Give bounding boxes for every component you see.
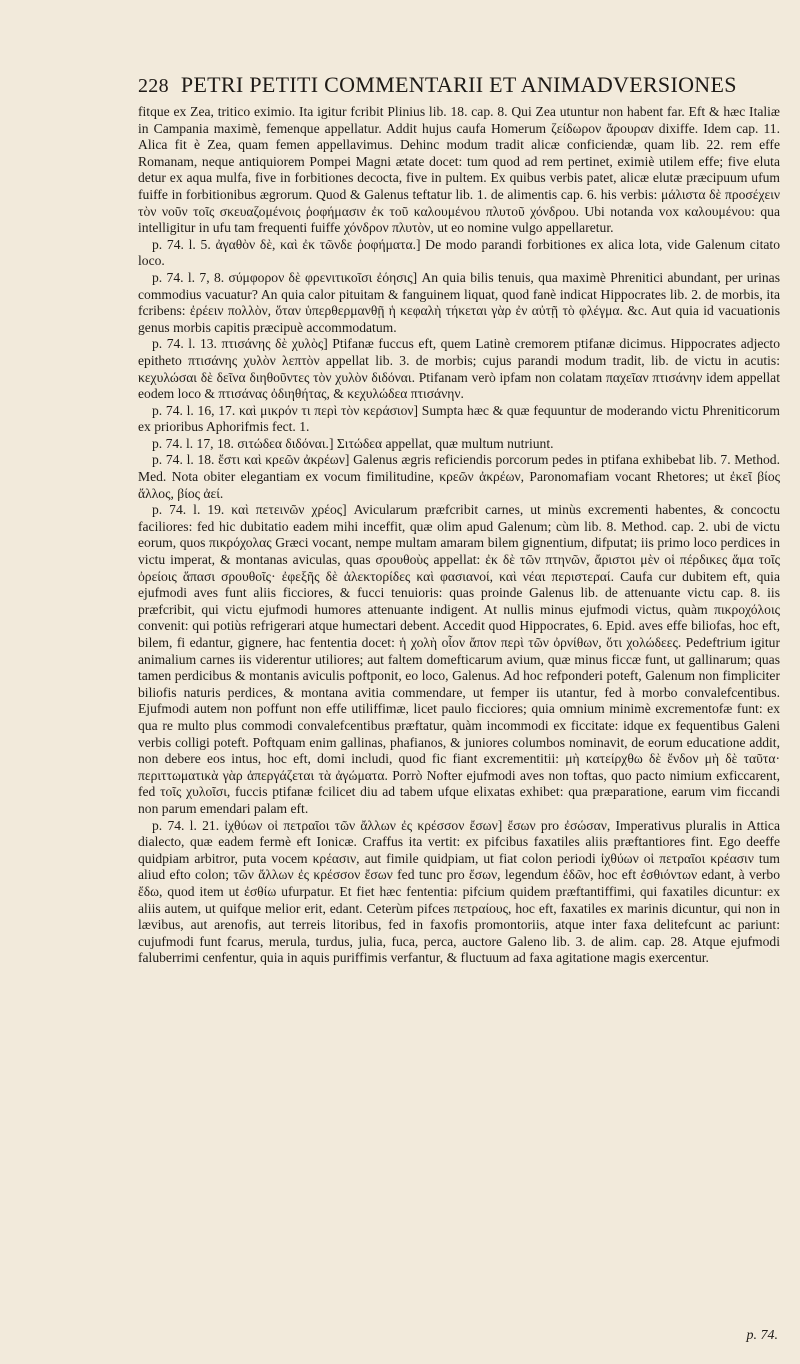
page-number: 228 [138,75,169,97]
running-title: PETRI PETITI COMMENTARII ET ANIMADVERSIONES [180,72,737,97]
paragraph: p. 74. l. 21. ἰχθύων οἱ πετραῖοι τῶν ἄλλων ἐς κρέσσον ἔσων] ἔσων pro ἐσώσαν, Imperativus pluralis in Attica dialecto, quæ eadem fermè eft Ionicæ. Craffus ita vertit: ex pifcibus faxatiles aliis præftantiores fint. Ego deeffe quidpiam arbitror, puta vocem κρέασιν, aut fimile quidpiam, ut fiat colon periodi ἰχθύων οἱ πετραῖοι κρέασιν tum aliud efto colon; τῶν ἄλλων ἐς κρέσσον ἔσων fed tunc pro ἔσων, legendum ἐδῶν, hoc eft ἐσθιόντων edant, à verbo ἔδω, quod item ut ἐσθίω ufurpatur. Et fiet hæc fententia: pifcium quidem præftantiffimi, qui faxatiles dicuntur: ex aliis autem, ut quifque melior erit, edant. Ceterùm pifces πετραίους, hoc eft, faxatiles ex marinis dicuntur, qui non in lævibus, aut arenofis, aut terreis litoribus, fed in faxofis promontoriis, atque inter faxa delitefcunt ac pariunt: cujufmodi funt fcarus, merula, turdus, julia, fuca, perca, auctore Galeno lib. 3. de alim. cap. 28. Atque ejufmodi faluberrimi cenfentur, quia in aquis puriffimis verfantur, & fluctuum ad faxa agitatione magis exercentur. [138,817,780,966]
paragraph: fitque ex Zea, tritico eximio. Ita igitur fcribit Plinius lib. 18. cap. 8. Qui Zea utuntur non habent far. Eft & hæc Italiæ in Campania maximè, femenque appellatur. Addit hujus caufa Homerum ζείδωρον ἄρουραν dixiffe. Idem cap. 11. Alica fit è Zea, quam femen appellavimus. Dehinc modum tradit alicæ conficiendæ, quam lib. 22. rem effe Romanam, neque antiquiorem Pompei Magni ætate docet: tum quod ad rem pertinet, eximiè utilem effe; five eluta detur ex aqua mulfa, five in forbitiones decocta, five in pultem. Ex quibus verbis patet, alicæ elutæ præcipuum ufum fuiffe in forbitionibus ægrorum. Quod & Galenus teftatur lib. 1. de alimentis cap. 6. his verbis: μάλιστα δὲ προσέχειν τὸν νοῦν τοῖς σκευαζομένοις ῥοφήμασιν ἐκ τοῦ καλουμένου πλυτοῦ χόνδρου. Ubi notanda vox καλουμένου: qua intelligitur in ufu tam frequenti fuiffe χόνδρον πλυτὸν, ut eo nomine vulgo appellaretur. [138,104,780,236]
paragraph: p. 74. l. 7, 8. σύμφορον δὲ φρενιτικοῖσι ἐόησις] An quia bilis tenuis, qua maximè Phrenitici abundant, per urinas commodius vacuatur? An quia calor pituitam & fanguinem liquat, quod fanè indicat Hippocrates lib. 2. de morbis, ita fcribens: ἐρέειν πολλὸν, ὅταν ὑπερθερμανθῇ ἡ κεφαλὴ τήκεται γὰρ ἐν αὐτῇ τὸ φλέγμα. &c. Aut quia id vacuationis genus morbis capitis præcipuè accommodatum. [138,269,780,335]
paragraph: p. 74. l. 19. καὶ πετεινῶν χρέος] Avicularum præfcribit carnes, ut minùs excrementi habentes, & concoctu faciliores: fed hic dubitatio eadem mihi inceffit, quæ olim apud Galenum; cùm lib. 8. Method. cap. 2. ubi de victu eorum, quos πικρόχολας Græci vocant, nempe multam amaram bilem gignentium, difputat; iis primo loco perdices in victu imperat, & montanas aviculas, quas σρουθοὺς appellat: ἐκ δὲ τῶν πτηνῶν, ἄριστοι μὲν οἱ πέρδικες ἅμα τοῖς ὀρείοις ἅπασι σρουθοῖς· ἐφεξῆς δὲ ἀλεκτορίδες καὶ φασιανοί, καὶ νέαι περιστεραί. Caufa cur dubitem eft, quia ejufmodi aves funt aliis ficciores, & fucci tenuioris: quas proinde Galenus lib. de attenuante victu cap. 8. iis præfcribit, qui victu ejufmodi humores attenuante indigent. At nullis minus ejufmodi victus, quàm πικροχόλοις convenit: qui potiùs refrigerari atque humectari debent. Accedit quod Hippocrates, 6. Epid. aves effe biliofas, hoc eft, bilem, fi edantur, gignere, hac fententia docet: ἡ χολὴ οἷον ἄπον περὶ τῶν ὀρνίθων, ὅτι χολώδεες. Pedeftrium igitur animalium carnes iis viderentur utiliores; aut faltem domefticarum avium, quæ minus ficcæ funt, ut gallinarum; quas tamen perdicibus & montanis aviculis poftponit, eo loco, Galenus. Ad hoc refponderi poteft, Galenum non fimpliciter biliofis naturis perdices, & montana avitia commendare, ut femper iis utantur, fed à morbo convalefcentibus. Ejufmodi autem non poffunt non effe utiliffimæ, licet paulo ficciores; quia omnium minimè excrementofæ funt: ex qua re multo plus commodi convalefcentibus præftatur, quàm incommodi ex ficcitate: idque ex fequentibus Galeni verbis colligi poteft. Poftquam enim gallinas, phafianos, & juniores columbos nominavit, de eorum educatione addit, non debere eos intus, hoc eft, domi includi, quod fic fiant excrementitii: μὴ κατείρχθω δὲ ἔνδον μὴ δὲ ταῦτα· περιττωματικὰ γὰρ ἀπεργάζεται τὰ ἀγώματα. Porrò Nofter ejufmodi aves non toftas, quo pacto nimium exficcarent, fed τοῖς χυλοῖσι, fuccis ptifanæ fcilicet diu ad tabem ufque elixatas exhibet: qua præparatione, earum vim ficcandi non parum emendari palam eft. [138,502,780,816]
body-text [138,104,780,967]
paragraph: p. 74. l. 16, 17. καὶ μικρόν τι περὶ τὸν κεράσιον] Sumpta hæc & quæ fequuntur de moderando victu Phreniticorum ex prioribus Aphorifmis fect. 1. [138,402,780,435]
catchword-signature: p. 74. [746,1328,778,1343]
running-header [138,72,780,98]
paragraph: p. 74. l. 5. ἀγαθὸν δὲ, καὶ ἐκ τῶνδε ῥοφήματα.] De modo parandi forbitiones ex alica lota, vide Galenum citato loco. [138,236,780,269]
paragraph: p. 74. l. 17, 18. σιτώδεα διδόναι.] Σιτώδεα appellat, quæ multum nutriunt. [152,435,554,451]
paragraph: p. 74. l. 13. πτισάνης δὲ χυλὸς] Ptifanæ fuccus eft, quem Latinè cremorem ptifanæ dicimus. Hippocrates adjecto epitheto πτισάνης χυλὸν λεπτὸν appellat lib. 3. de morbis; cujus parandi modum tradit, lib. de victu in acutis: κεχυλώσαι δὲ δεῖνα διηθοῦντες τὸν χυλὸν διδόναι. Ptifanam verò ipfam non colatam παχεῖαν πτισάνην idem appellat eodem loco & πτισάνας ὀδιηθήτας, & κεχυλώδεα πτισάνην. [138,336,780,402]
paragraph: p. 74. l. 18. ἔστι καὶ κρεῶν ἀκρέων] Galenus ægris reficiendis porcorum pedes in ptifana exhibebat lib. 7. Method. Med. Nota obiter elegantiam ex vocum fimilitudine, κρεῶν ἀκρέων, Paronomafiam vocant Rhetores; ut ἐκεῖ βίος ἄλλος, βίος ἀεί. [138,452,780,501]
